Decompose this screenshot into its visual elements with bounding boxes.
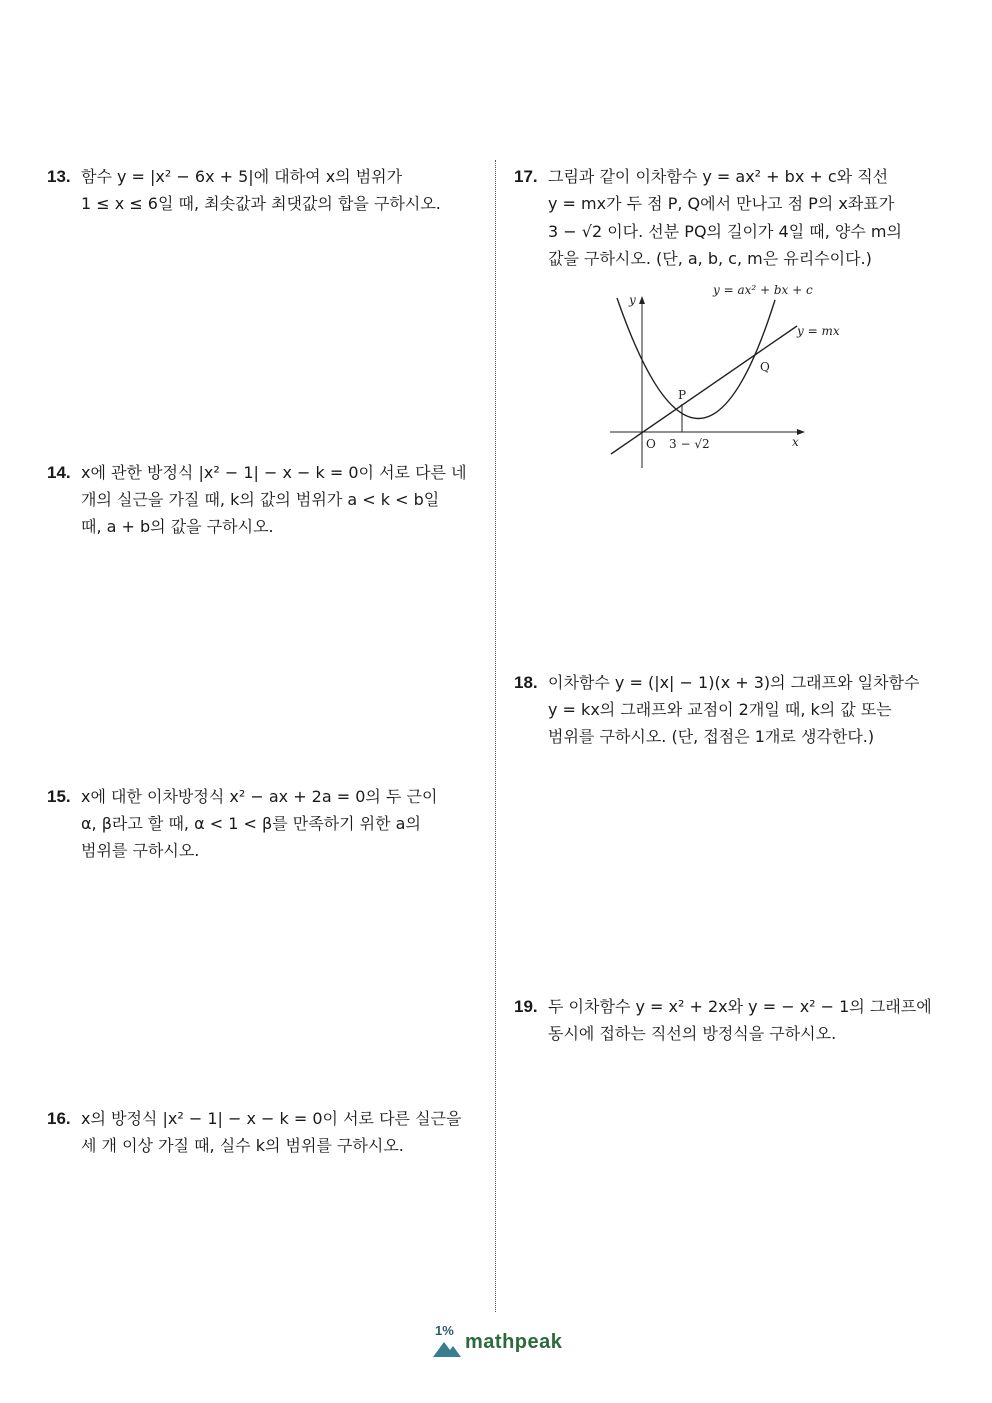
logo-percent: 1% [435, 1323, 454, 1338]
problem-18 [514, 669, 954, 754]
problem-text-line: 이차함수 y = (|x| − 1)(x + 3)의 그래프와 일차함수 [548, 673, 920, 692]
problem-number: 19. [514, 997, 538, 1016]
line-label: y = mx [797, 324, 840, 338]
problem-text-line: x의 방정식 |x² − 1| − x − k = 0이 서로 다른 실근을 [81, 1109, 462, 1128]
y-axis-arrow-icon [639, 296, 645, 304]
problem-text-line: 동시에 접하는 직선의 방정식을 구하시오. [548, 1024, 837, 1043]
problem-text-line: 개의 실근을 가질 때, k의 값의 범위가 a < k < b일 [81, 490, 440, 509]
problem-text-line: y = kx의 그래프와 교점이 2개일 때, k의 값 또는 [548, 700, 892, 719]
problem-text-line: x에 대한 이차방정식 x² − ax + 2a = 0의 두 근이 [81, 787, 438, 806]
problem-15 [47, 783, 487, 868]
mountain-icon [433, 1339, 461, 1357]
line-y-mx [611, 326, 797, 454]
problem-text-line: 1 ≤ x ≤ 6일 때, 최솟값과 최댓값의 합을 구하시오. [81, 194, 441, 213]
problem-17-figure [605, 278, 865, 468]
problem-number: 13. [47, 167, 71, 186]
problem-text-line: 3 − √2 이다. 선분 PQ의 길이가 4일 때, 양수 m의 [548, 222, 902, 241]
problem-text-line: 범위를 구하시오. [81, 841, 200, 860]
p-x-coordinate-label: 3 − √2 [669, 437, 710, 451]
problem-text-line: 함수 y = |x² − 6x + 5|에 대하여 x의 범위가 [81, 167, 403, 186]
problem-text-line: 값을 구하시오. (단, a, b, c, m은 유리수이다.) [548, 249, 872, 268]
column-divider [495, 160, 496, 1312]
curve-label: y = ax² + bx + c [713, 283, 813, 297]
problem-17 [514, 163, 954, 275]
problem-number: 16. [47, 1109, 71, 1128]
problem-text-line: x에 관한 방정식 |x² − 1| − x − k = 0이 서로 다른 네 [81, 463, 467, 482]
point-q-label: Q [760, 360, 770, 374]
y-axis-label: y [629, 293, 636, 307]
problem-text-line: y = mx가 두 점 P, Q에서 만나고 점 P의 x좌표가 [548, 194, 895, 213]
problem-text-line: 두 이차함수 y = x² + 2x와 y = − x² − 1의 그래프에 [548, 997, 932, 1016]
problem-number: 18. [514, 673, 538, 692]
problem-text-line: 때, a + b의 값을 구하시오. [81, 517, 274, 536]
problem-16 [47, 1105, 487, 1165]
problem-number: 14. [47, 463, 71, 482]
problem-19 [514, 993, 954, 1053]
origin-label: O [646, 437, 656, 451]
mathpeak-logo [433, 1323, 573, 1363]
problem-text-line: 세 개 이상 가질 때, 실수 k의 범위를 구하시오. [81, 1136, 404, 1155]
x-axis-label: x [792, 435, 799, 449]
problem-13 [47, 163, 477, 223]
point-p-label: P [678, 388, 687, 402]
problem-text-line: 그림과 같이 이차함수 y = ax² + bx + c와 직선 [548, 167, 889, 186]
problem-number: 15. [47, 787, 71, 806]
problem-text-line: 범위를 구하시오. (단, 접점은 1개로 생각한다.) [548, 727, 875, 746]
problem-text-line: α, β라고 할 때, α < 1 < β를 만족하기 위한 a의 [81, 814, 421, 833]
problem-number: 17. [514, 167, 538, 186]
logo-brand: mathpeak [465, 1331, 563, 1353]
problem-14 [47, 459, 487, 544]
parabola-line-graph [605, 278, 865, 468]
